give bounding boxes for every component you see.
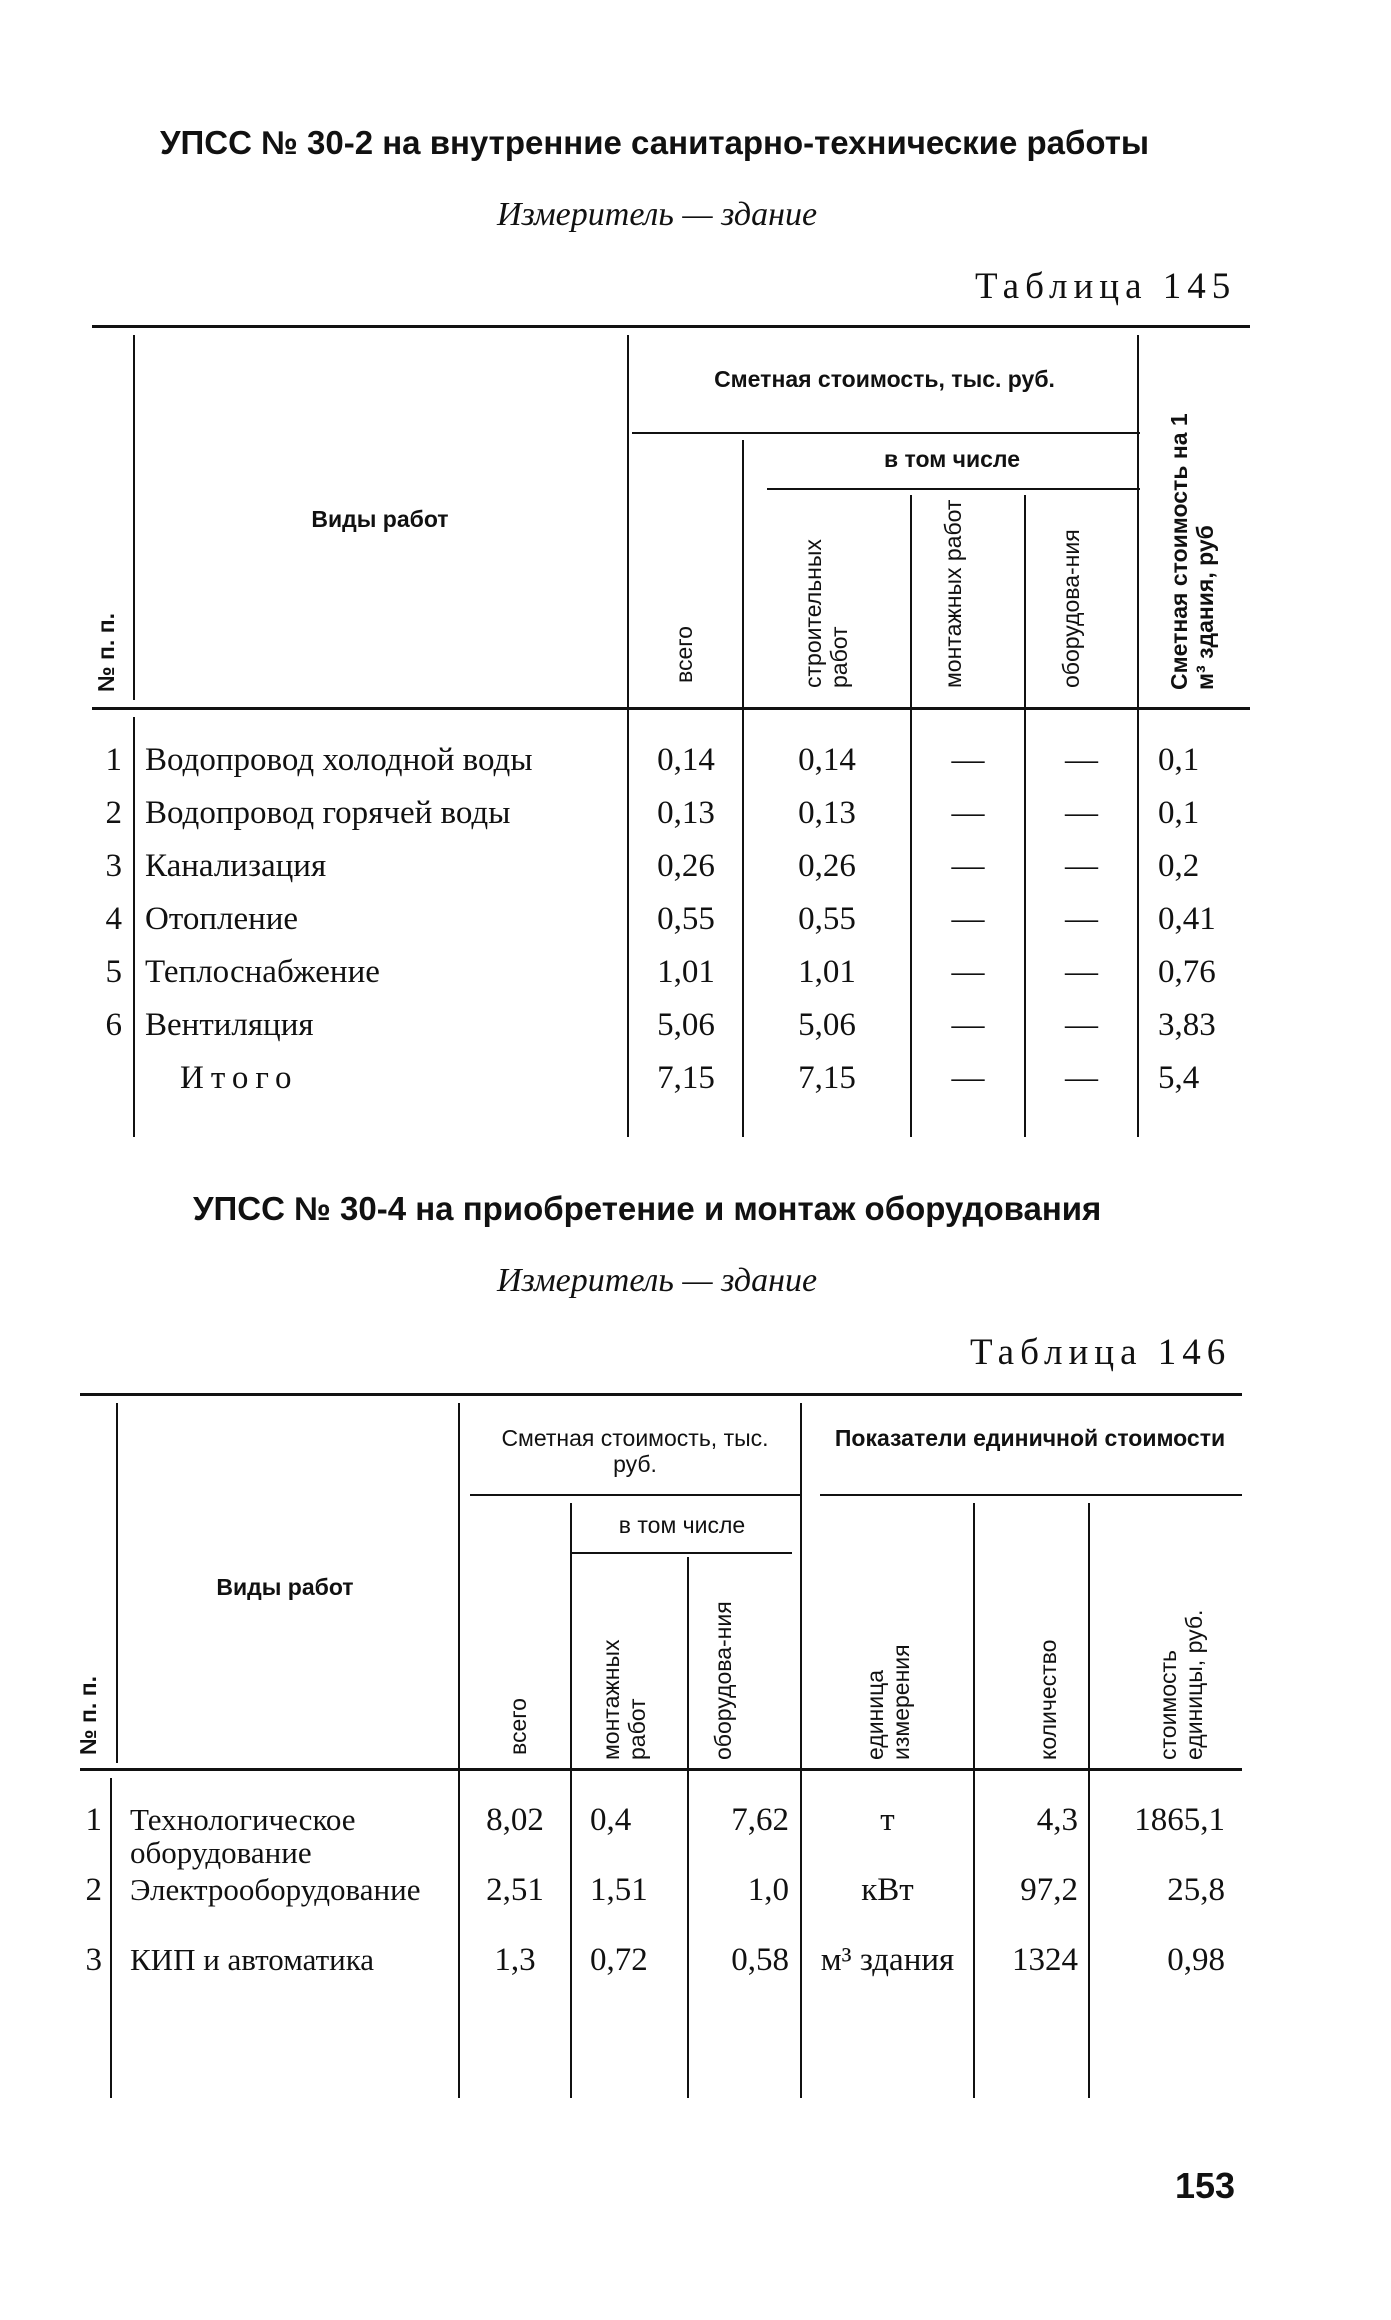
t145-build: 1,01 bbox=[798, 954, 856, 990]
t146-mount: 0,4 bbox=[590, 1802, 632, 1838]
table146-title: УПСС № 30-4 на приобретение и монтаж оборудования bbox=[193, 1190, 1102, 1227]
t146-equip: 1,0 bbox=[747, 1872, 789, 1908]
t146-header-num: № п. п. bbox=[75, 1676, 101, 1755]
table145-title: УПСС № 30-2 на внутренние санитарно-технические работы bbox=[160, 124, 1150, 161]
t145-mount: — bbox=[951, 795, 985, 831]
t145-header-total: всего bbox=[671, 626, 697, 683]
t145-per: 0,41 bbox=[1158, 901, 1216, 937]
t146-header-unit: единица измерения bbox=[862, 1644, 915, 1760]
t145-total: 0,13 bbox=[657, 795, 715, 831]
t145-build: 0,13 bbox=[798, 795, 856, 831]
table145-measure: Измеритель — здание bbox=[497, 196, 818, 233]
t145-name: Теплоснабжение bbox=[145, 954, 380, 990]
t146-header-incl: в том числе bbox=[618, 1512, 746, 1538]
t145-num: 2 bbox=[105, 795, 122, 831]
t146-num: 3 bbox=[85, 1942, 102, 1978]
t146-header-equip: оборудова-ния bbox=[710, 1601, 736, 1760]
t146-total: 8,02 bbox=[486, 1802, 544, 1838]
t145-equip: — bbox=[1065, 795, 1098, 831]
t145-build: 5,06 bbox=[798, 1007, 856, 1043]
t146-unit: кВт bbox=[861, 1872, 914, 1908]
t146-cost: 25,8 bbox=[1167, 1872, 1225, 1908]
t145-equip: — bbox=[1065, 742, 1098, 778]
t145-build: 7,15 bbox=[798, 1060, 856, 1096]
t145-mount: — bbox=[951, 1007, 985, 1043]
t146-cost: 1865,1 bbox=[1134, 1802, 1225, 1838]
page-number: 153 bbox=[1175, 2165, 1236, 2206]
t146-total: 1,3 bbox=[494, 1942, 536, 1978]
t145-per: 0,1 bbox=[1158, 742, 1200, 778]
t146-mount: 0,72 bbox=[590, 1942, 648, 1978]
t145-header-cost-group: Сметная стоимость, тыс. руб. bbox=[714, 366, 1055, 392]
t146-header-kind: Виды работ bbox=[216, 1574, 354, 1600]
t145-total: 5,06 bbox=[657, 1007, 715, 1043]
t145-equip: — bbox=[1065, 901, 1098, 937]
t145-mount: — bbox=[951, 848, 985, 884]
t146-header-unit-cost: стоимость единицы, руб. bbox=[1155, 1609, 1208, 1760]
t146-equip: 7,62 bbox=[731, 1802, 789, 1838]
t145-mount: — bbox=[951, 742, 985, 778]
table146-label: Таблица 146 bbox=[970, 1332, 1232, 1373]
t145-name: Вентиляция bbox=[145, 1007, 314, 1043]
t146-equip: 0,58 bbox=[731, 1942, 789, 1978]
t146-name: Электрооборудование bbox=[130, 1872, 421, 1907]
t146-unit: м³ здания bbox=[820, 1942, 955, 1978]
t145-header-equip: оборудова-ния bbox=[1058, 529, 1084, 688]
t145-num: 3 bbox=[105, 848, 122, 884]
t145-header-num: № п. п. bbox=[93, 613, 119, 692]
t145-name: Итого bbox=[180, 1060, 299, 1096]
t145-mount: — bbox=[951, 954, 985, 990]
t146-name: КИП и автоматика bbox=[130, 1942, 375, 1977]
t146-name: Технологическое оборудование bbox=[130, 1802, 356, 1870]
table145-label: Таблица 145 bbox=[975, 266, 1237, 307]
t146-num: 2 bbox=[85, 1872, 102, 1908]
t146-header-indicators: Показатели единичной стоимости bbox=[834, 1425, 1226, 1451]
t145-build: 0,55 bbox=[798, 901, 856, 937]
t145-equip: — bbox=[1065, 1060, 1098, 1096]
t145-num: 6 bbox=[105, 1007, 122, 1043]
t145-total: 0,14 bbox=[657, 742, 715, 778]
t145-total: 1,01 bbox=[657, 954, 715, 990]
t146-total: 2,51 bbox=[486, 1872, 544, 1908]
t145-per: 5,4 bbox=[1158, 1060, 1200, 1096]
t145-name: Водопровод холодной воды bbox=[145, 742, 533, 778]
t145-per: 0,2 bbox=[1158, 848, 1200, 884]
t145-header-build: строительных работ bbox=[800, 539, 853, 688]
t145-total: 0,55 bbox=[657, 901, 715, 937]
t145-header-mount: монтажных работ bbox=[940, 499, 966, 688]
t145-header-per-m3: Сметная стоимость на 1 м³ здания, руб bbox=[1166, 413, 1219, 690]
t145-build: 0,26 bbox=[798, 848, 856, 884]
t146-qty: 97,2 bbox=[1020, 1872, 1078, 1908]
t145-num: 1 bbox=[105, 742, 122, 778]
t145-name: Канализация bbox=[145, 848, 327, 884]
t146-cost: 0,98 bbox=[1167, 1942, 1225, 1978]
t145-name: Водопровод горячей воды bbox=[145, 795, 511, 831]
t145-name: Отопление bbox=[145, 901, 299, 937]
t145-header-kind: Виды работ bbox=[311, 506, 449, 532]
t145-num: 5 bbox=[105, 954, 122, 990]
t146-header-cost-group: Сметная стоимость, тыс. руб. bbox=[501, 1425, 769, 1478]
t146-unit: т bbox=[880, 1802, 895, 1838]
t146-qty: 1324 bbox=[1012, 1942, 1078, 1978]
t145-per: 3,83 bbox=[1158, 1007, 1216, 1043]
t145-equip: — bbox=[1065, 1007, 1098, 1043]
t145-header-incl: в том числе bbox=[883, 446, 1021, 472]
t145-build: 0,14 bbox=[798, 742, 856, 778]
t145-mount: — bbox=[951, 1060, 985, 1096]
t145-num: 4 bbox=[105, 901, 122, 937]
t145-mount: — bbox=[951, 901, 985, 937]
t146-header-total: всего bbox=[505, 1698, 531, 1755]
t145-equip: — bbox=[1065, 954, 1098, 990]
t145-total: 0,26 bbox=[657, 848, 715, 884]
t145-equip: — bbox=[1065, 848, 1098, 884]
t146-qty: 4,3 bbox=[1036, 1802, 1078, 1838]
t146-num: 1 bbox=[85, 1802, 102, 1838]
t145-per: 0,1 bbox=[1158, 795, 1200, 831]
t145-per: 0,76 bbox=[1158, 954, 1216, 990]
t146-header-mount: монтажных работ bbox=[598, 1639, 651, 1760]
t146-header-qty: количество bbox=[1035, 1639, 1061, 1760]
t145-total: 7,15 bbox=[657, 1060, 715, 1096]
table146-measure: Измеритель — здание bbox=[497, 1262, 818, 1299]
t146-mount: 1,51 bbox=[590, 1872, 648, 1908]
